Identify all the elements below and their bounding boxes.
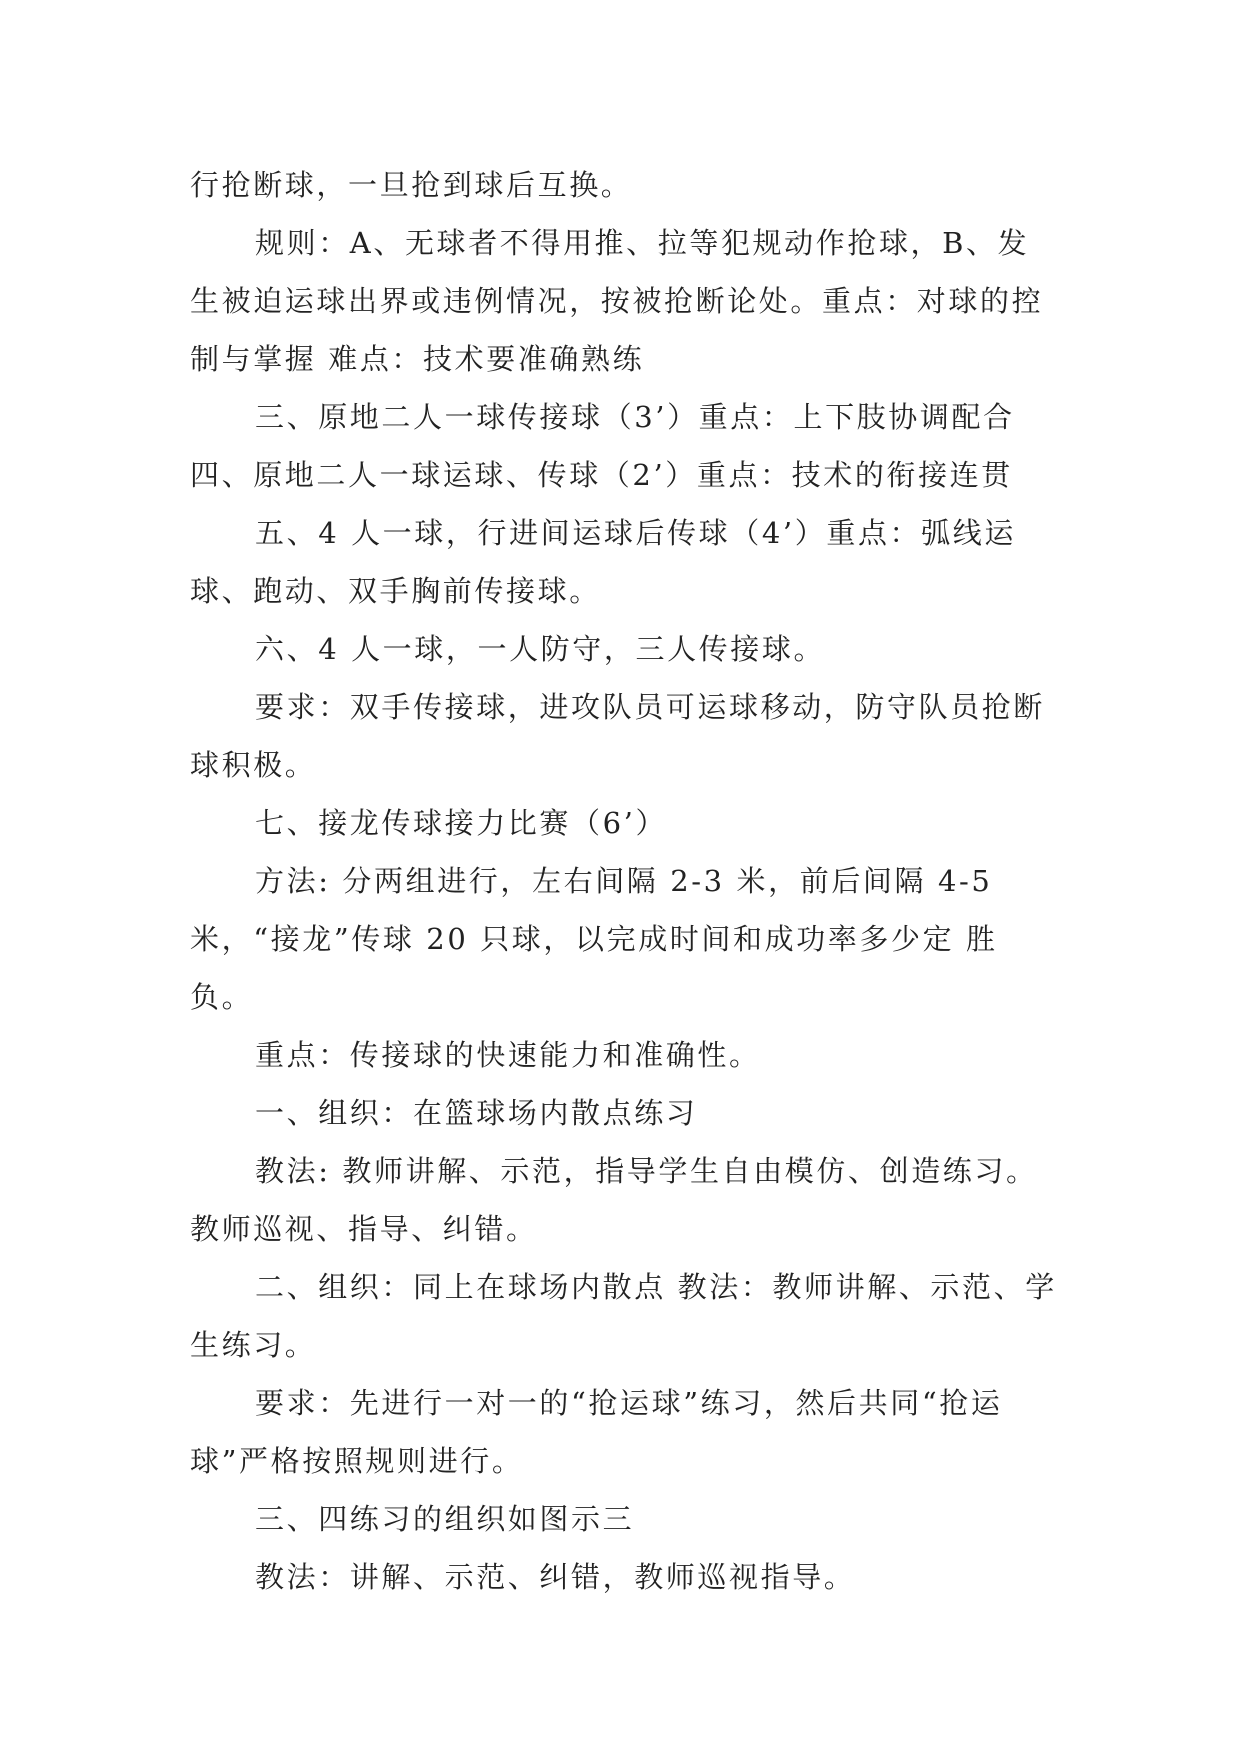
paragraph: 六、4 人一球，一人防守，三人传接球。 — [255, 632, 826, 666]
paragraph: 行抢断球，一旦抢到球后互换。 — [190, 168, 633, 202]
paragraph: 教法：讲解、示范、纠错，教师巡视指导。 — [255, 1560, 856, 1594]
paragraph: 七、接龙传球接力比赛（6’） — [255, 806, 668, 840]
paragraph: 二、组织：同上在球场内散点 教法：教师讲解、示范、学生练习。 — [190, 1270, 1057, 1362]
paragraph: 三、原地二人一球传接球（3’）重点：上下肢协调配合 — [255, 400, 1015, 434]
paragraph: 规则：A、无球者不得用推、拉等犯规动作抢球，B、发生被迫运球出界或违例情况，按被抢断论处。重点：对球的控制与掌握 难点：技术要准确熟练 — [190, 226, 1044, 376]
document-body — [190, 156, 1060, 1606]
paragraph: 要求：先进行一对一的“抢运球”练习，然后共同“抢运球”严格按照规则进行。 — [190, 1386, 1003, 1478]
paragraph: 三、四练习的组织如图示三 — [255, 1502, 635, 1536]
paragraph: 五、4 人一球，行进间运球后传球（4’）重点：弧线运球、跑动、双手胸前传接球。 — [190, 516, 1016, 608]
paragraph: 重点：传接球的快速能力和准确性。 — [255, 1038, 761, 1072]
paragraph: 一、组织：在篮球场内散点练习 — [255, 1096, 698, 1130]
paragraph: 方法: 分两组进行，左右间隔 2-3 米，前后间隔 4-5 米，“接龙”传球 20 只球，以完成时间和成功率多少定 胜负。 — [190, 864, 998, 1014]
paragraph: 要求：双手传接球，进攻队员可运球移动，防守队员抢断球积极。 — [190, 690, 1046, 782]
paragraph: 教法: 教师讲解、示范，指导学生自由模仿、创造练习。教师巡视、指导、纠错。 — [190, 1154, 1038, 1246]
paragraph: 四、原地二人一球运球、传球（2’）重点：技术的衔接连贯 — [190, 458, 1013, 492]
